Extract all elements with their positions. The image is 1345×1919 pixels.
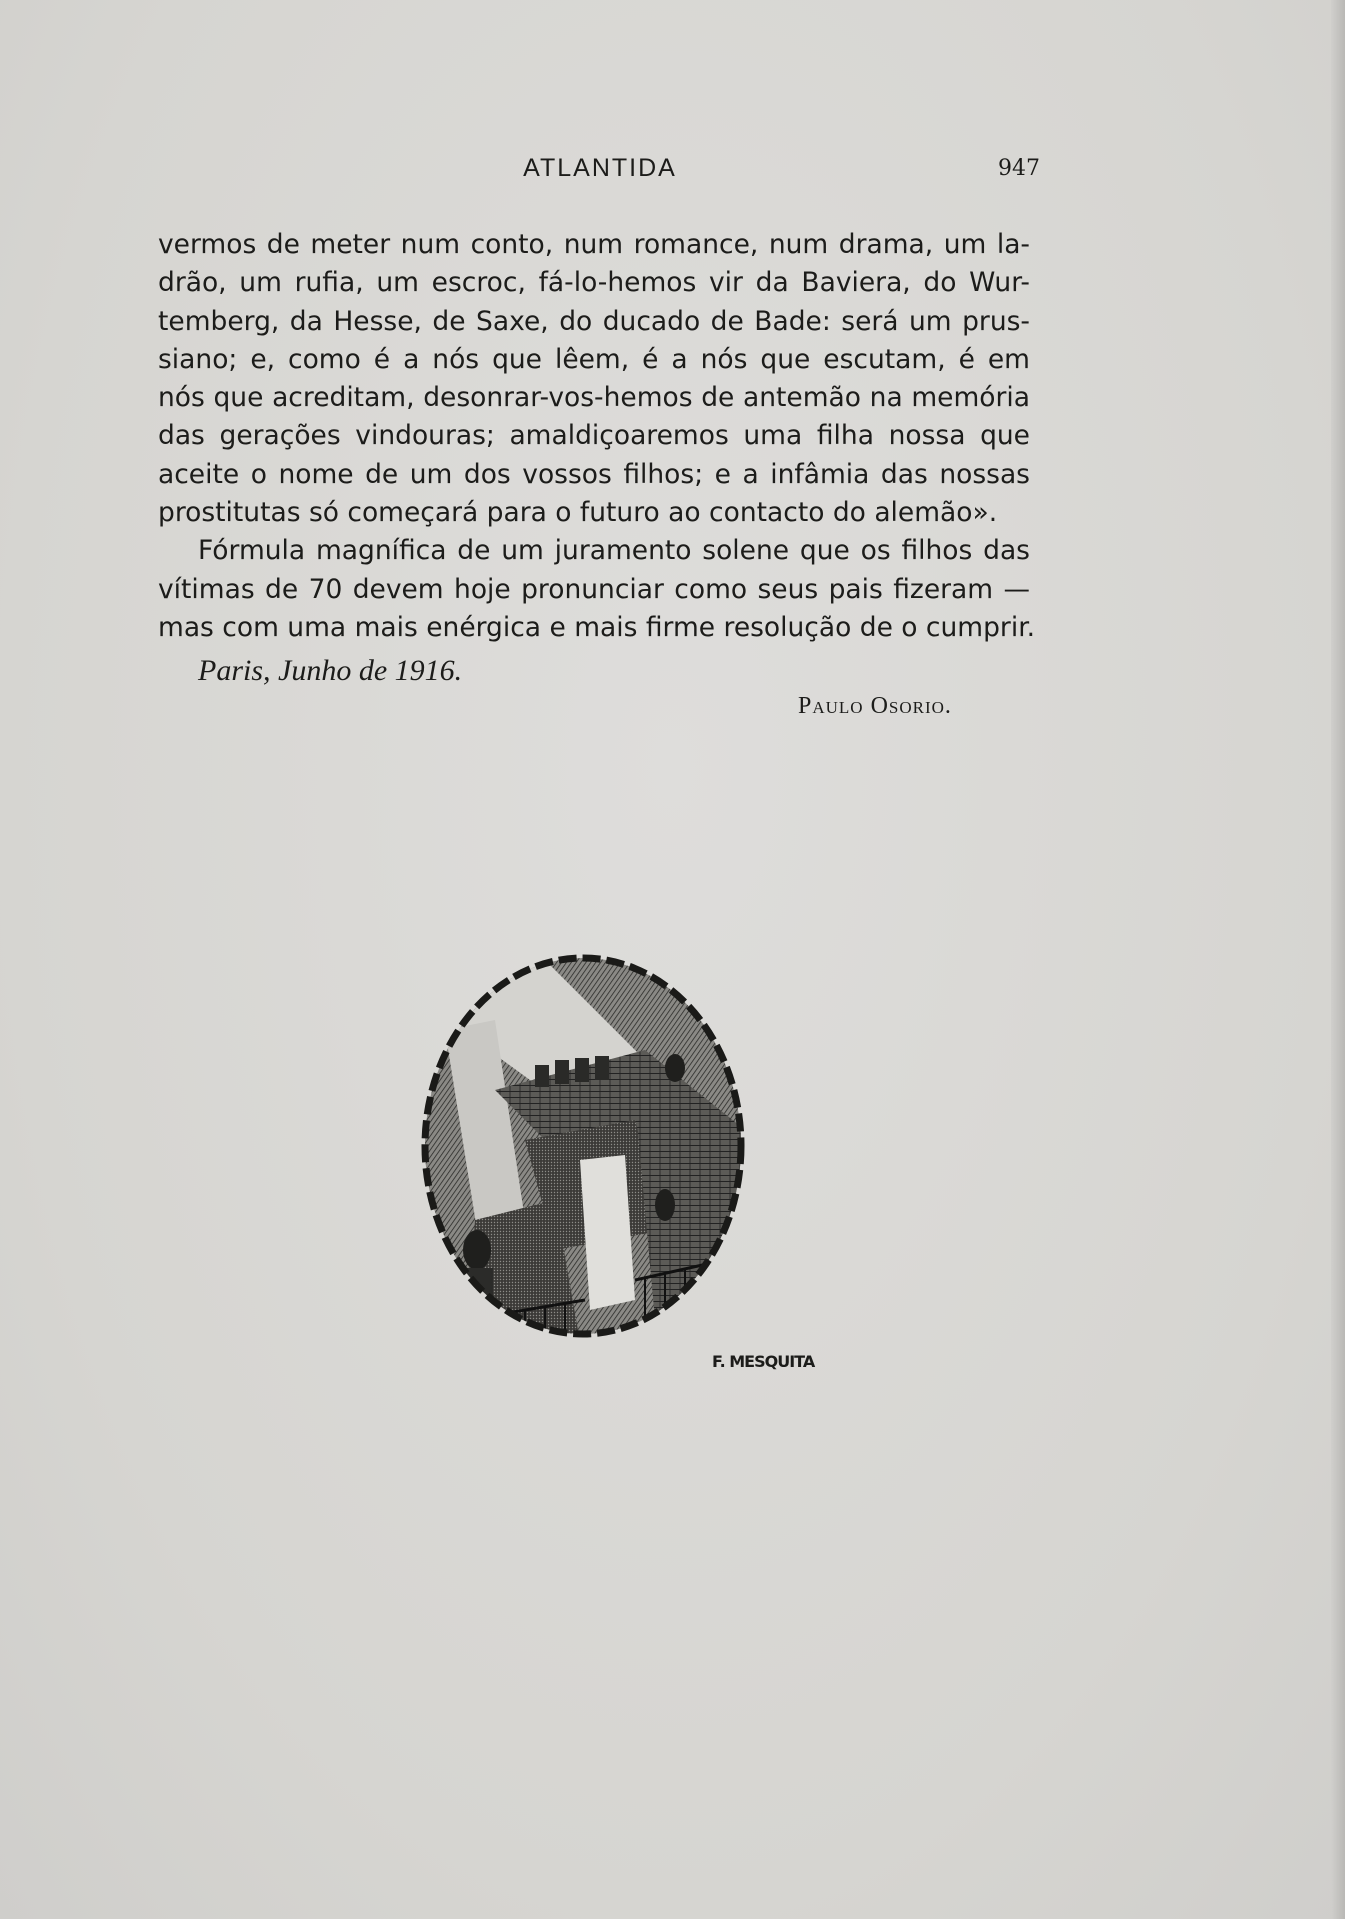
text-line: vítimas de 70 devem hoje pronunciar como seus pais fizeram — — [158, 573, 1030, 605]
page-gutter — [1331, 0, 1345, 1919]
text-line: das gerações vindouras; amaldiçoaremos uma filha nossa que — [158, 420, 1030, 452]
text-line: vermos de meter num conto, num romance, num drama, um la- — [158, 229, 1030, 260]
text-line: mas com uma mais enérgica e mais firme resolução de o cumprir. — [158, 611, 1036, 643]
text-line: siano; e, como é a nós que lêem, é a nós que escutam, é em — [158, 343, 1030, 375]
text-line: aceite o nome de um dos vossos filhos; e a infâmia das nossas — [158, 458, 1030, 490]
body-text — [158, 226, 1036, 647]
artist-signature: F. MESQUITA — [712, 1352, 815, 1371]
author-signature: Paulo Osorio. — [798, 693, 952, 719]
text-line: prostitutas só começará para o futuro ao contacto do alemão». — [158, 497, 998, 529]
running-title: ATLANTIDA — [523, 154, 677, 182]
text-line: Fórmula magnífica de um juramento solene que os filhos das — [198, 535, 1030, 567]
text-line: drão, um rufia, um escroc, fá-lo-hemos vir da Baviera, do Wur- — [158, 267, 1030, 299]
running-head — [160, 154, 1040, 194]
text-line: temberg, da Hesse, de Saxe, do ducado de Bade: será um prus- — [158, 305, 1030, 337]
text-line: nós que acreditam, desonrar-vos-hemos de antemão na memória — [158, 382, 1030, 414]
place-date: Paris, Junho de 1916. — [198, 654, 463, 687]
page-number: 947 — [998, 156, 1040, 181]
vignette-illustration — [385, 900, 805, 1400]
